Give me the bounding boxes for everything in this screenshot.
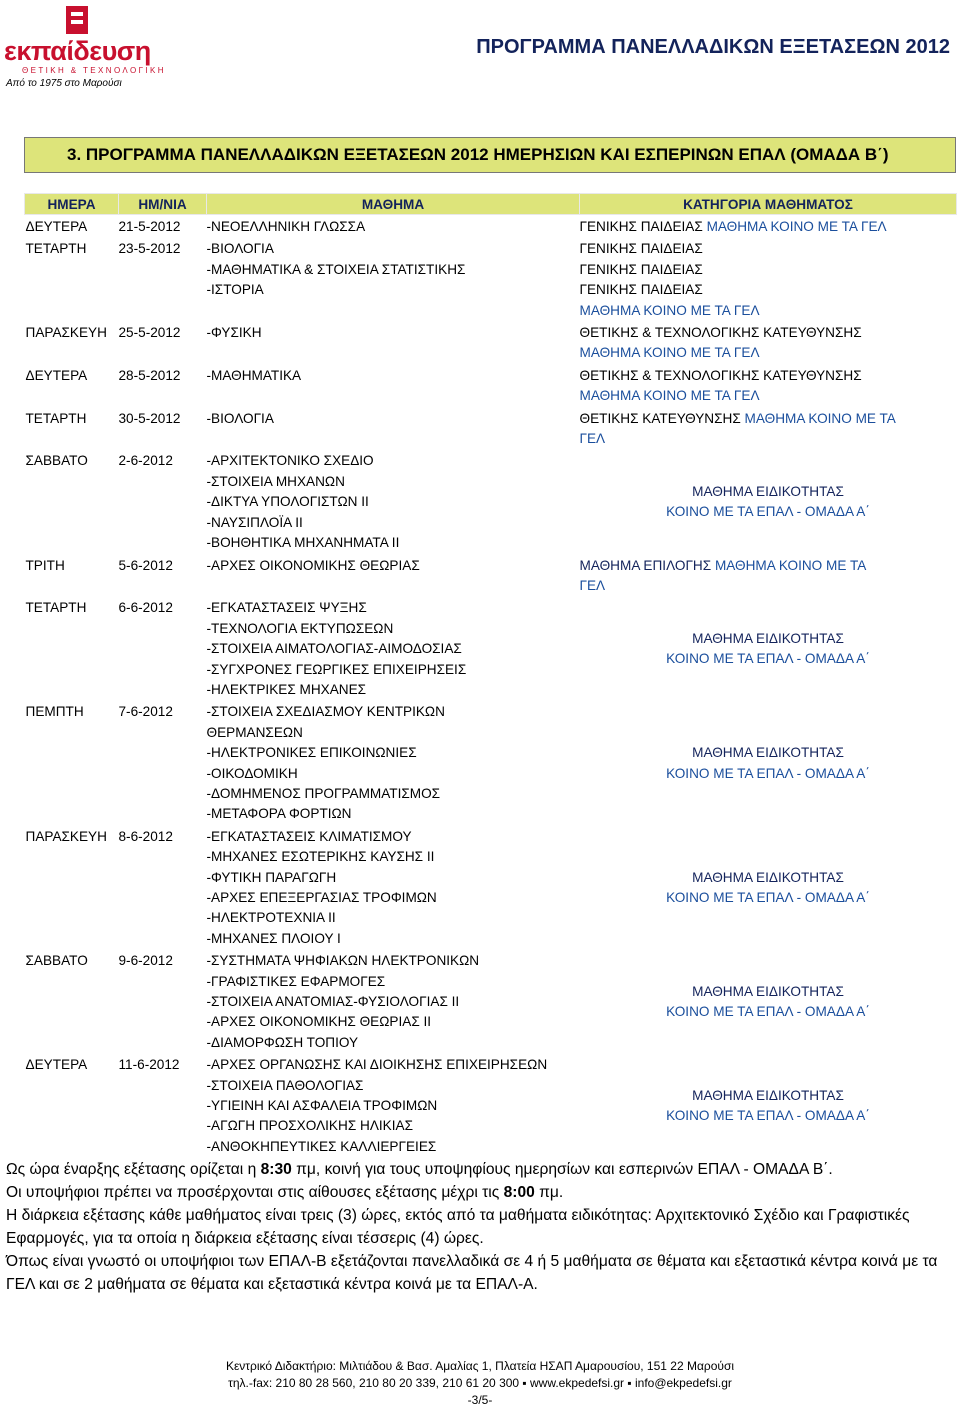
subject-line: -ΗΛΕΚΤΡΟΝΙΚΕΣ ΕΠΙΚΟΙΝΩΝΙΕΣ xyxy=(206,745,417,761)
subject-line: -ΟΙΚΟΔΟΜΙΚΗ xyxy=(206,765,298,781)
header-subject: ΜΑΘΗΜΑ xyxy=(207,194,580,215)
category-cell xyxy=(580,364,957,407)
table-row xyxy=(25,237,957,321)
subject-line: -ΑΝΘΟΚΗΠΕΥΤΙΚΕΣ ΚΑΛΛΙΕΡΓΕΙΕΣ xyxy=(206,1138,437,1154)
date-cell: 21-5-2012 xyxy=(118,219,181,234)
note-text: Οι υποψήφιοι πρέπει να προσέρχονται στις αίθουσες εξέτασης μέχρι τις xyxy=(6,1184,504,1201)
category-text: ΘΕΤΙΚΗΣ & ΤΕΧΝΟΛΟΓΙΚΗΣ ΚΑΤΕΥΘΥΝΣΗΣ xyxy=(579,367,862,383)
common-epal-label: ΚΟΙΝΟ ΜΕ ΤΑ ΕΠΑΛ - ΟΜΑΔΑ Α΄ xyxy=(666,765,870,781)
common-gel-label: ΜΑΘΗΜΑ ΚΟΙΝΟ ΜΕ ΤΑ ΓΕΛ xyxy=(579,345,760,361)
date-cell: 28-5-2012 xyxy=(118,367,181,383)
specialty-label: ΜΑΘΗΜΑ ΕΙΔΙΚΟΤΗΤΑΣ xyxy=(692,983,844,999)
day-cell: ΠΑΡΑΣΚΕΥΗ xyxy=(25,325,107,341)
subject-line: -ΑΡΧΕΣ ΟΙΚΟΝΟΜΙΚΗΣ ΘΕΩΡΙΑΣ ΙΙ xyxy=(206,1014,432,1030)
subject-line: -ΗΛΕΚΤΡΙΚΕΣ ΜΗΧΑΝΕΣ xyxy=(206,681,367,697)
subject-line: -ΣΤΟΙΧΕΙΑ ΣΧΕΔΙΑΣΜΟΥ ΚΕΝΤΡΙΚΩΝ xyxy=(206,704,445,720)
subject-line: -ΒΙΟΛΟΓΙΑ xyxy=(206,241,274,257)
specialty-label: ΜΑΘΗΜΑ ΕΙΔΙΚΟΤΗΤΑΣ xyxy=(692,745,844,761)
logo-subtitle: ΘΕΤΙΚΗ & ΤΕΧΝΟΛΟΓΙΚΗ xyxy=(22,66,166,75)
category-cell xyxy=(580,449,957,553)
section-title: 3. ΠΡΟΓΡΑΜΜΑ ΠΑΝΕΛΛΑΔΙΚΩΝ ΕΞΕΤΑΣΕΩΝ 2012 ΗΜΕΡΗΣΙΩΝ ΚΑΙ ΕΣΠΕΡΙΝΩΝ ΕΠΑΛ (ΟΜΑΔΑ Β΄) xyxy=(24,137,956,173)
logo-since: Από το 1975 στο Μαρούσι xyxy=(6,78,122,89)
page-header xyxy=(0,0,960,92)
date-cell: 7-6-2012 xyxy=(118,704,173,720)
note-text: πμ, κοινή για τους υποψηφίους ημερησίων και εσπερινών ΕΠΑΛ - ΟΜΑΔΑ Β΄. xyxy=(291,1161,833,1178)
subject-line: -ΣΤΟΙΧΕΙΑ ΑΙΜΑΤΟΛΟΓΙΑΣ-ΑΙΜΟΔΟΣΙΑΣ xyxy=(206,641,462,657)
subject-line: -ΦΥΤΙΚΗ ΠΑΡΑΓΩΓΗ xyxy=(206,869,337,885)
category-cell xyxy=(580,407,957,450)
day-cell: ΠΕΜΠΤΗ xyxy=(25,704,84,720)
document-title: ΠΡΟΓΡΑΜΜΑ ΠΑΝΕΛΛΑΔΙΚΩΝ ΕΞΕΤΑΣΕΩΝ 2012 xyxy=(476,36,950,58)
date-cell: 23-5-2012 xyxy=(118,241,181,257)
day-cell: ΤΕΤΑΡΤΗ xyxy=(25,600,87,616)
footer-contact: τηλ.-fax: 210 80 28 560, 210 80 20 339, 210 61 20 300 ▪ www.ekpedefsi.gr ▪ info@ekpedefsi.gr xyxy=(228,1376,732,1390)
logo xyxy=(4,6,166,89)
common-gel-label: ΜΑΘΗΜΑ ΚΟΙΝΟ ΜΕ ΤΑ ΓΕΛ xyxy=(579,302,760,318)
subject-cell xyxy=(207,215,580,238)
day-cell: ΔΕΥΤΕΡΑ xyxy=(25,219,88,234)
common-epal-label: ΚΟΙΝΟ ΜΕ ΤΑ ΕΠΑΛ - ΟΜΑΔΑ Α΄ xyxy=(666,651,870,667)
subject-line: -ΣΤΟΙΧΕΙΑ ΜΗΧΑΝΩΝ xyxy=(206,473,345,489)
subject-line: -ΣΥΣΤΗΜΑΤΑ ΨΗΦΙΑΚΩΝ ΗΛΕΚΤΡΟΝΙΚΩΝ xyxy=(206,953,480,969)
day-cell: ΠΑΡΑΣΚΕΥΗ xyxy=(25,828,107,844)
subject-line: -ΒΟΗΘΗΤΙΚΑ ΜΗΧΑΝΗΜΑΤΑ ΙΙ xyxy=(206,535,400,551)
day-cell: ΔΕΥΤΕΡΑ xyxy=(25,367,88,383)
specialty-label: ΜΑΘΗΜΑ ΕΙΔΙΚΟΤΗΤΑΣ xyxy=(692,869,844,885)
common-gel-label-cont: ΓΕΛ xyxy=(579,577,606,593)
day-cell: ΤΕΤΑΡΤΗ xyxy=(25,410,87,426)
table-header-row xyxy=(25,194,957,215)
table-row xyxy=(25,554,957,597)
subject-line: -ΝΕΟΕΛΛΗΝΙΚΗ ΓΛΩΣΣΑ xyxy=(206,219,366,234)
date-cell: 9-6-2012 xyxy=(118,953,173,969)
category-cell xyxy=(580,554,957,597)
day-cell: ΔΕΥΤΕΡΑ xyxy=(25,1057,88,1073)
subject-line: -ΜΑΘΗΜΑΤΙΚΑ & ΣΤΟΙΧΕΙΑ ΣΤΑΤΙΣΤΙΚΗΣ xyxy=(206,261,466,277)
note-start-time xyxy=(6,1158,950,1181)
subject-cell xyxy=(207,949,580,1053)
subject-line: -ΑΡΧΕΣ ΟΙΚΟΝΟΜΙΚΗΣ ΘΕΩΡΙΑΣ xyxy=(206,557,420,573)
common-gel-label-cont: ΓΕΛ xyxy=(579,431,606,447)
subject-line: -ΙΣΤΟΡΙΑ xyxy=(206,282,264,298)
common-epal-label: ΚΟΙΝΟ ΜΕ ΤΑ ΕΠΑΛ - ΟΜΑΔΑ Α΄ xyxy=(666,1108,870,1124)
note-text: πμ. xyxy=(534,1184,564,1201)
subject-line: -ΑΡΧΕΣ ΟΡΓΑΝΩΣΗΣ ΚΑΙ ΔΙΟΙΚΗΣΗΣ ΕΠΙΧΕΙΡΗΣΕΩΝ xyxy=(206,1057,548,1073)
category-text: ΜΑΘΗΜΑ ΕΠΙΛΟΓΗΣ xyxy=(579,557,712,573)
table-row xyxy=(25,596,957,700)
header-date: ΗΜ/ΝΙΑ xyxy=(119,194,207,215)
subject-cell xyxy=(207,364,580,407)
subject-line: -ΜΑΘΗΜΑΤΙΚΑ xyxy=(206,367,302,383)
page-footer xyxy=(0,1358,960,1409)
subject-cell xyxy=(207,825,580,949)
subject-cell xyxy=(207,449,580,553)
subject-line: -ΤΕΧΝΟΛΟΓΙΑ ΕΚΤΥΠΩΣΕΩΝ xyxy=(206,620,394,636)
subject-line: -ΑΓΩΓΗ ΠΡΟΣΧΟΛΙΚΗΣ ΗΛΙΚΙΑΣ xyxy=(206,1118,413,1134)
subject-cell xyxy=(207,596,580,700)
common-gel-label: ΜΑΘΗΜΑ ΚΟΙΝΟ ΜΕ ΤΑ xyxy=(714,557,867,573)
date-cell: 2-6-2012 xyxy=(118,453,173,469)
start-time: 8:30 xyxy=(260,1161,292,1178)
subject-line: -ΕΓΚΑΤΑΣΤΑΣΕΙΣ ΚΛΙΜΑΤΙΣΜΟΥ xyxy=(206,828,412,844)
date-cell: 25-5-2012 xyxy=(118,325,181,341)
logo-word: εκπαίδευση xyxy=(4,36,151,66)
table-row xyxy=(25,1053,957,1157)
specialty-label: ΜΑΘΗΜΑ ΕΙΔΙΚΟΤΗΤΑΣ xyxy=(692,1087,844,1103)
category-cell xyxy=(580,1053,957,1157)
logo-icon xyxy=(66,6,88,34)
note-duration: Η διάρκεια εξέτασης κάθε μαθήματος είναι τρεις (3) ώρες, εκτός από τα μαθήματα ειδικότητας: Αρχιτεκτονικό Σχέδιο και Γραφιστικές Εφαρμογές, για τα οποία η διάρκεια εξέτασης είναι τέσσερις (4) ώρες. xyxy=(6,1207,910,1247)
table-row xyxy=(25,949,957,1053)
subject-cell xyxy=(207,700,580,824)
date-cell: 11-6-2012 xyxy=(118,1057,180,1073)
subject-line: -ΗΛΕΚΤΡΟΤΕΧΝΙΑ ΙΙ xyxy=(206,910,336,926)
category-cell xyxy=(580,321,957,364)
subject-line: -ΑΡΧΕΣ ΕΠΕΞΕΡΓΑΣΙΑΣ ΤΡΟΦΙΜΩΝ xyxy=(206,890,437,905)
date-cell: 8-6-2012 xyxy=(118,828,173,844)
subject-cell xyxy=(207,321,580,364)
common-epal-label: ΚΟΙΝΟ ΜΕ ΤΑ ΕΠΑΛ - ΟΜΑΔΑ Α΄ xyxy=(666,890,870,905)
category-cell xyxy=(580,700,957,824)
category-cell xyxy=(580,237,957,321)
specialty-label: ΜΑΘΗΜΑ ΕΙΔΙΚΟΤΗΤΑΣ xyxy=(692,484,844,500)
note-text: Ως ώρα έναρξης εξέτασης ορίζεται η xyxy=(6,1161,261,1178)
category-text: ΓΕΝΙΚΗΣ ΠΑΙΔΕΙΑΣ xyxy=(579,261,703,277)
table-row xyxy=(25,700,957,824)
subject-line: ΘΕΡΜΑΝΣΕΩΝ xyxy=(206,724,303,740)
day-cell: ΣΑΒΒΑΤΟ xyxy=(25,453,88,469)
date-cell: 30-5-2012 xyxy=(118,410,181,426)
table-row xyxy=(25,215,957,238)
category-text: ΓΕΝΙΚΗΣ ΠΑΙΔΕΙΑΣ xyxy=(579,219,703,234)
header-category: ΚΑΤΗΓΟΡΙΑ ΜΑΘΗΜΑΤΟΣ xyxy=(580,194,957,215)
subject-line: -ΥΓΙΕΙΝΗ ΚΑΙ ΑΣΦΑΛΕΙΑ ΤΡΟΦΙΜΩΝ xyxy=(206,1098,438,1114)
subject-line: -ΣΥΓΧΡΟΝΕΣ ΓΕΩΡΓΙΚΕΣ ΕΠΙΧΕΙΡΗΣΕΙΣ xyxy=(206,661,467,677)
common-gel-label: ΜΑΘΗΜΑ ΚΟΙΝΟ ΜΕ ΤΑ xyxy=(744,410,896,426)
subject-line: -ΦΥΣΙΚΗ xyxy=(206,325,262,341)
common-epal-label: ΚΟΙΝΟ ΜΕ ΤΑ ΕΠΑΛ - ΟΜΑΔΑ Α΄ xyxy=(666,1004,870,1020)
footer-address: Κεντρικό Διδακτήριο: Μιλτιάδου & Βασ. Αμαλίας 1, Πλατεία ΗΣΑΠ Αμαρουσίου, 151 22 Μαρούσι xyxy=(225,1359,735,1373)
category-text: ΓΕΝΙΚΗΣ ΠΑΙΔΕΙΑΣ xyxy=(579,241,703,257)
subject-line: -ΜΗΧΑΝΕΣ ΕΣΩΤΕΡΙΚΗΣ ΚΑΥΣΗΣ ΙΙ xyxy=(206,849,435,865)
subject-line: -ΓΡΑΦΙΣΤΙΚΕΣ ΕΦΑΡΜΟΓΕΣ xyxy=(206,973,386,989)
subject-line: -ΔΟΜΗΜΕΝΟΣ ΠΡΟΓΡΑΜΜΑΤΙΣΜΟΣ xyxy=(206,785,441,801)
category-text: ΓΕΝΙΚΗΣ ΠΑΙΔΕΙΑΣ xyxy=(579,282,703,298)
day-cell: ΤΡΙΤΗ xyxy=(25,557,65,573)
subject-line: -ΣΤΟΙΧΕΙΑ ΠΑΘΟΛΟΓΙΑΣ xyxy=(206,1077,364,1093)
subject-line: -ΔΙΑΜΟΡΦΩΣΗ ΤΟΠΙΟΥ xyxy=(206,1034,359,1050)
note-arrival-time xyxy=(6,1181,950,1204)
subject-line: -ΒΙΟΛΟΓΙΑ xyxy=(206,410,274,426)
category-cell xyxy=(580,825,957,949)
table-row xyxy=(25,407,957,450)
table-row xyxy=(25,825,957,949)
subject-cell xyxy=(207,407,580,450)
common-gel-label: ΜΑΘΗΜΑ ΚΟΙΝΟ ΜΕ ΤΑ ΓΕΛ xyxy=(579,388,760,404)
subject-line: -ΜΕΤΑΦΟΡΑ ΦΟΡΤΙΩΝ xyxy=(206,806,352,822)
subject-line: -ΜΗΧΑΝΕΣ ΠΛΟΙΟΥ Ι xyxy=(206,930,341,946)
page-number: -3/5- xyxy=(467,1393,493,1407)
subject-line: -ΝΑΥΣΙΠΛΟΪΑ ΙΙ xyxy=(206,514,303,530)
day-cell: ΣΑΒΒΑΤΟ xyxy=(25,953,88,969)
date-cell: 5-6-2012 xyxy=(118,557,173,573)
specialty-label: ΜΑΘΗΜΑ ΕΙΔΙΚΟΤΗΤΑΣ xyxy=(692,630,844,646)
table-row xyxy=(25,449,957,553)
date-cell: 6-6-2012 xyxy=(118,600,173,616)
arrival-time: 8:00 xyxy=(503,1184,535,1201)
day-cell: ΤΕΤΑΡΤΗ xyxy=(25,241,87,257)
category-text: ΘΕΤΙΚΗΣ ΚΑΤΕΥΘΥΝΣΗΣ xyxy=(579,410,741,426)
subject-line: -ΣΤΟΙΧΕΙΑ ΑΝΑΤΟΜΙΑΣ-ΦΥΣΙΟΛΟΓΙΑΣ ΙΙ xyxy=(206,994,460,1010)
common-gel-label: ΜΑΘΗΜΑ ΚΟΙΝΟ ΜΕ ΤΑ ΓΕΛ xyxy=(706,219,887,234)
subject-line: -ΕΓΚΑΤΑΣΤΑΣΕΙΣ ΨΥΞΗΣ xyxy=(206,600,367,616)
table-row xyxy=(25,321,957,364)
category-cell xyxy=(580,949,957,1053)
subject-cell xyxy=(207,1053,580,1157)
category-cell xyxy=(580,215,957,238)
subject-line: -ΑΡΧΙΤΕΚΤΟΝΙΚΟ ΣΧΕΔΙΟ xyxy=(206,453,374,469)
note-subjects: Όπως είναι γνωστό οι υποψήφιοι των ΕΠΑΛ-Β εξετάζονται πανελλαδικά σε 4 ή 5 μαθήματα σε θέματα και εξεταστικά κέντρα κοινά με τα ΓΕΛ και σε 2 μαθήματα σε θέματα και εξεταστικά κέντρα κοινά με τα ΕΠΑΛ-Α. xyxy=(6,1253,938,1293)
subject-cell xyxy=(207,554,580,597)
subject-line: -ΔΙΚΤΥΑ ΥΠΟΛΟΓΙΣΤΩΝ ΙΙ xyxy=(206,494,369,510)
category-cell xyxy=(580,596,957,700)
exam-notes xyxy=(6,1158,950,1296)
subject-cell xyxy=(207,237,580,321)
category-text: ΘΕΤΙΚΗΣ & ΤΕΧΝΟΛΟΓΙΚΗΣ ΚΑΤΕΥΘΥΝΣΗΣ xyxy=(579,325,862,341)
exam-schedule-table xyxy=(24,193,957,1157)
table-row xyxy=(25,364,957,407)
header-day: ΗΜΕΡΑ xyxy=(25,194,119,215)
common-epal-label: ΚΟΙΝΟ ΜΕ ΤΑ ΕΠΑΛ - ΟΜΑΔΑ Α΄ xyxy=(666,504,870,520)
